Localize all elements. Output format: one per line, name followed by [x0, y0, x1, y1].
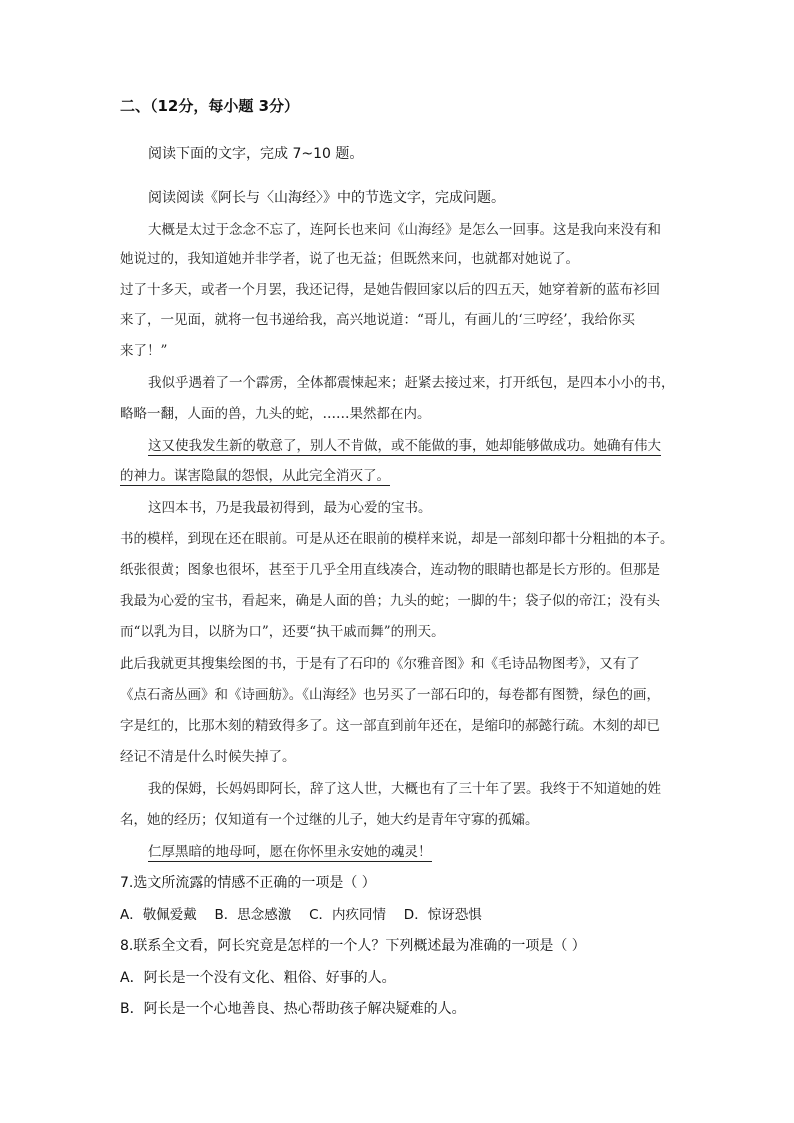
- passage-line: 而“以乳为目，以脐为口”，还要“执干戚而舞”的刑天。: [120, 624, 445, 640]
- passage-line: 名，她的经历；仅知道有一个过继的儿子，她大约是青年守寡的孤孀。: [120, 812, 539, 828]
- passage-line: 这四本书，乃是我最初得到，最为心爱的宝书。: [148, 500, 432, 516]
- passage-line: 过了十多天，或者一个月罢，我还记得，是她告假回家以后的四五天，她穿着新的蓝布衫回: [120, 282, 660, 298]
- passage-line: 她说过的，我知道她并非学者，说了也无益；但既然来问，也就都对她说了。: [120, 251, 579, 267]
- underlined-text: 仁厚黑暗的地母呵，愿在你怀里永安她的魂灵！: [148, 844, 432, 860]
- passage-line: 略略一翻，人面的兽，九头的蛇，……果然都在内。: [120, 406, 431, 422]
- passage-line: 我最为心爱的宝书，看起来，确是人面的兽；九头的蛇；一脚的牛；袋子似的帝江；没有头: [120, 593, 660, 609]
- passage-line: 经记不清是什么时候失掉了。: [120, 749, 296, 765]
- passage-line: 大概是太过于念念不忘了，连阿长也来问《山海经》是怎么一回事。这是我向来没有和: [148, 222, 661, 238]
- underlined-text: 的神力。谋害隐鼠的怨恨，从此完全消灭了。: [120, 468, 390, 484]
- passage-line: 来了，一见面，就将一包书递给我，高兴地说道：“哥儿，有画儿的‘三哼经’，我给你买: [120, 312, 635, 328]
- passage-line: 来了！”: [120, 343, 168, 359]
- passage-line: 纸张很黄；图象也很坏，甚至于几乎全用直线凑合，连动物的眼睛也都是长方形的。但那是: [120, 562, 660, 578]
- underlined-line: [120, 466, 390, 486]
- passage-line: 字是红的，比那木刻的精致得多了。这一部直到前年还在，是缩印的郝懿行疏。木刻的却已: [120, 718, 660, 734]
- question-8-option-b: B．阿长是一个心地善良、热心帮助孩子解决疑难的人。: [120, 1001, 466, 1017]
- question-8-option-a: A．阿长是一个没有文化、粗俗、好事的人。: [120, 970, 396, 986]
- underlined-line: [148, 842, 432, 862]
- underlined-line: [148, 436, 661, 456]
- passage-subtitle: 阅读阅读《阿长与〈山海经〉》中的节选文字，完成问题。: [148, 190, 505, 206]
- question-7-stem: 7.选文所流露的情感不正确的一项是（ ）: [120, 875, 376, 891]
- passage-line: 书的模样，到现在还在眼前。可是从还在眼前的模样来说，却是一部刻印都十分粗拙的本子。: [120, 531, 674, 547]
- passage-line: 此后我就更其搜集绘图的书，于是有了石印的《尔雅音图》和《毛诗品物图考》，又有了: [120, 656, 640, 672]
- passage-line: 我似乎遇着了一个霹雳，全体都震悚起来；赶紧去接过来，打开纸包，是四本小小的书，: [148, 375, 675, 391]
- question-7-options: A．敬佩爱戴 B．思念感激 C．内疚同情 D．惊讶恐惧: [120, 907, 482, 923]
- underlined-text: 这又使我发生新的敬意了，别人不肯做，或不能做的事，她却能够做成功。她确有伟大: [148, 438, 661, 454]
- passage-line: 我的保姆，长妈妈即阿长，辞了这人世，大概也有了三十年了罢。我终于不知道她的姓: [148, 781, 661, 797]
- instruction-text: 阅读下面的文字，完成 7~10 题。: [148, 146, 364, 162]
- question-8-stem: 8.联系全文看，阿长究竟是怎样的一个人？下列概述最为准确的一项是（ ）: [120, 938, 586, 954]
- section-heading: 二、（12分，每小题 3分）: [120, 97, 300, 115]
- passage-line: 《点石斋丛画》和《诗画舫》。《山海经》也另买了一部石印的，每卷都有图赞，绿色的画，: [120, 687, 660, 703]
